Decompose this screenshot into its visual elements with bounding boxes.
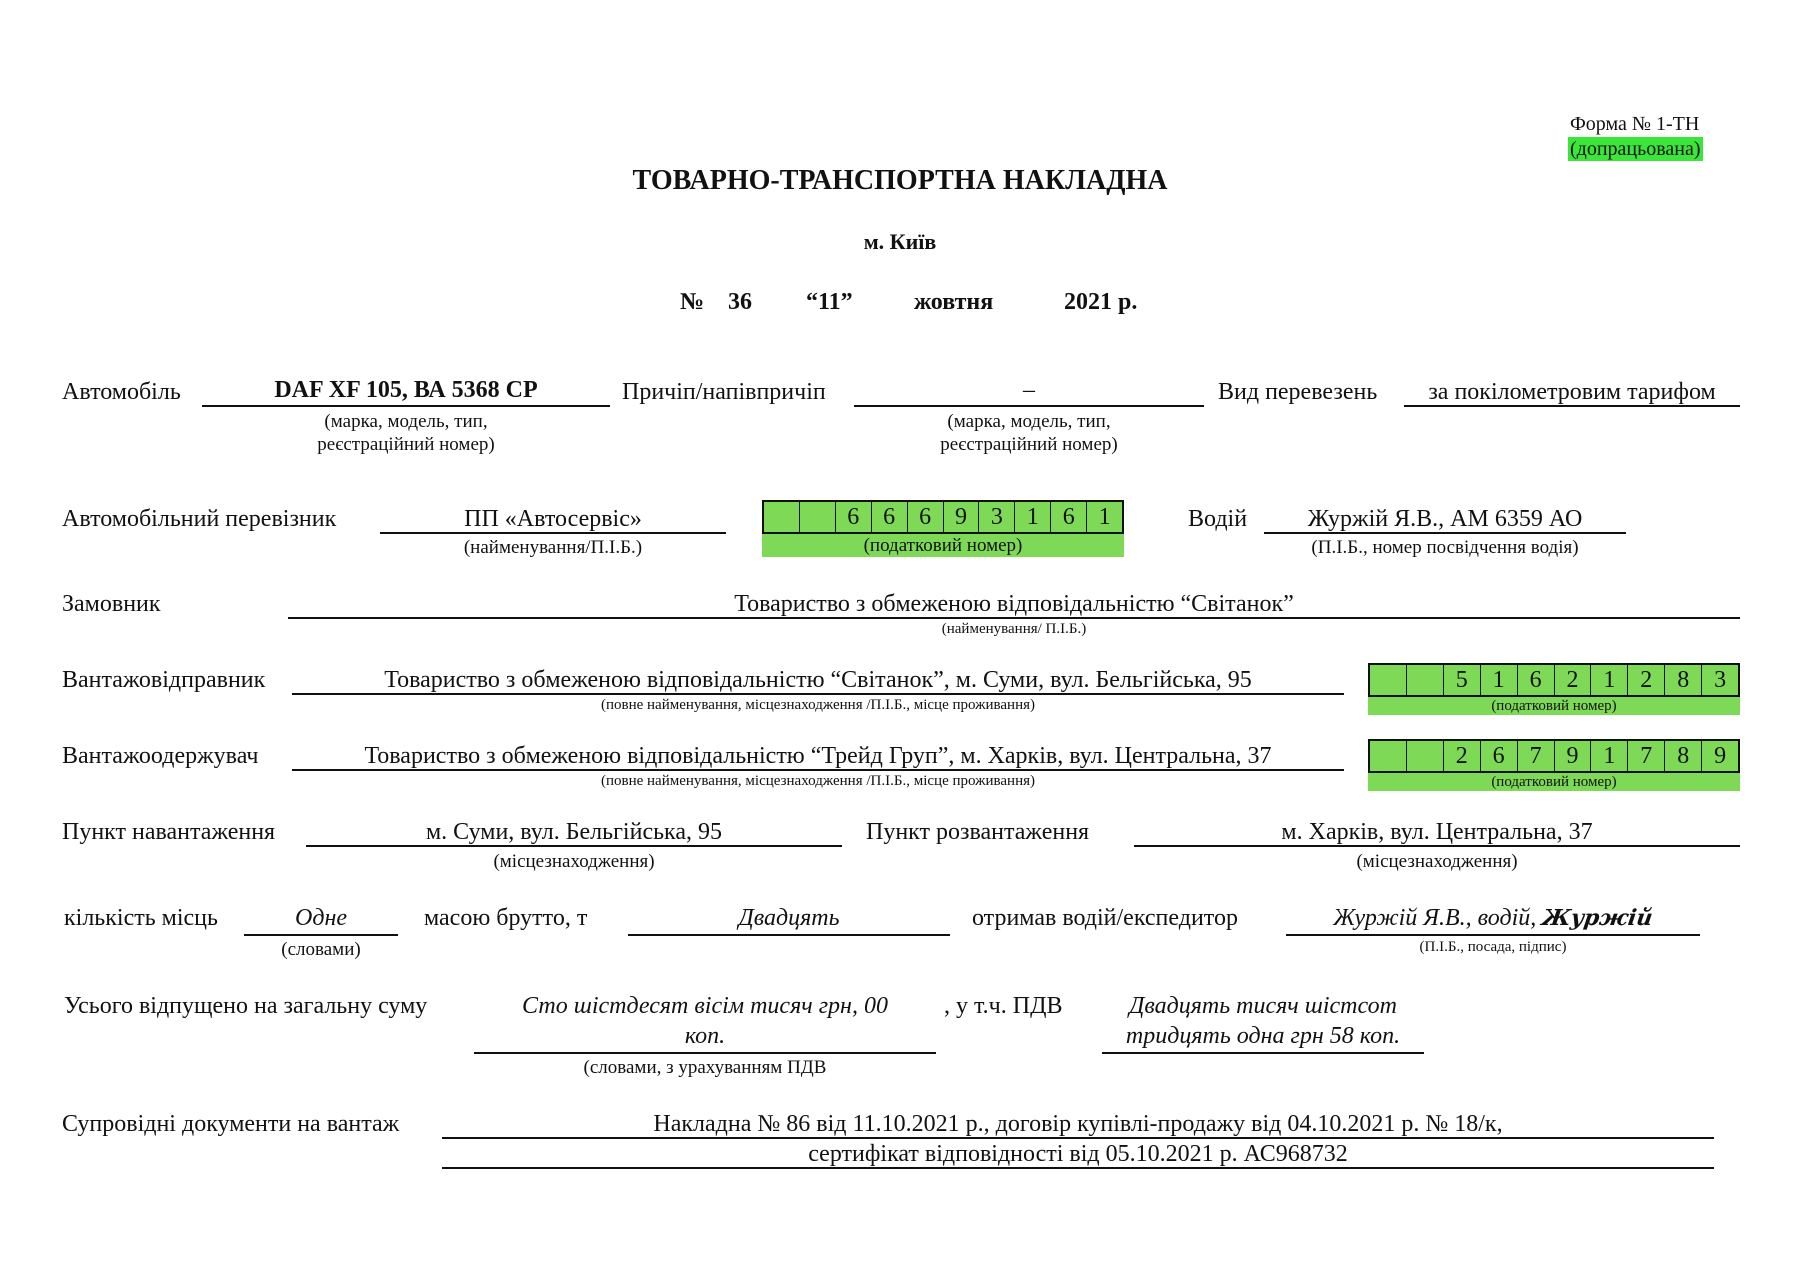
vehicle-underline (202, 405, 610, 407)
doc-number: 36 (728, 289, 752, 315)
documents-line-2: сертифікат відповідності від 05.10.2021 р. АС968732 (808, 1141, 1348, 1167)
customer-label: Замовник (62, 591, 161, 617)
carrier-tax-cells (762, 500, 1124, 534)
consignee-underline (292, 769, 1344, 771)
form-number: Форма № 1-ТН (1570, 113, 1700, 135)
carrier-caption: (найменування/П.І.Б.) (463, 537, 643, 558)
tax-digit (1406, 741, 1443, 771)
carrier-underline (380, 532, 726, 534)
city: м. Київ (863, 229, 937, 254)
tax-digit (1370, 741, 1406, 771)
carrier-tax-caption: (податковий номер) (762, 534, 1124, 557)
unloading-underline (1134, 845, 1740, 847)
shipper-tax-cells (1368, 663, 1740, 697)
documents-underline-1 (442, 1137, 1714, 1139)
tax-digit: 6 (907, 502, 943, 532)
unloading-label: Пункт розвантаження (866, 819, 1090, 845)
total-underline (474, 1052, 936, 1054)
tax-digit: 1 (1480, 665, 1517, 695)
consignee-caption: (повне найменування, місцезнаходження /П.І.Б., місце проживання) (600, 773, 1036, 789)
tax-digit: 1 (1590, 741, 1627, 771)
gross-label: масою брутто, т (424, 905, 588, 931)
tax-digit: 6 (1480, 741, 1517, 771)
tax-digit: 2 (1554, 665, 1591, 695)
tax-digit (799, 502, 835, 532)
vat-value-1: Двадцять тисяч шістсот (1129, 993, 1397, 1019)
tax-digit (764, 502, 799, 532)
documents-underline-2 (442, 1167, 1714, 1169)
tax-digit: 7 (1627, 741, 1664, 771)
carrier-label: Автомобільний перевізник (62, 506, 337, 532)
transport-type-value: за покілометровим тарифом (1428, 379, 1716, 405)
total-value-1: Сто шістдесят вісім тисяч грн, 00 (522, 993, 888, 1019)
driver-underline (1264, 532, 1626, 534)
shipper-underline (292, 693, 1344, 695)
transport-type-label: Вид перевезень (1218, 379, 1378, 405)
consignee-label: Вантажоодержувач (62, 743, 259, 769)
total-value-2: коп. (684, 1023, 726, 1049)
places-underline (244, 934, 398, 936)
doc-day: “11” (806, 289, 853, 315)
loading-caption: (місцезнаходження) (493, 851, 655, 872)
shipper-tax-caption: (податковий номер) (1368, 697, 1740, 715)
customer-value: Товариство з обмеженою відповідальністю “Світанок” (734, 591, 1294, 617)
shipper-label: Вантажовідправник (62, 667, 266, 693)
transport-type-underline (1404, 405, 1740, 407)
places-caption: (словами) (281, 939, 361, 960)
consignee-tax-cells (1368, 739, 1740, 773)
customer-caption: (найменування/ П.І.Б.) (941, 621, 1087, 637)
consignee-tax-caption: (податковий номер) (1368, 773, 1740, 791)
tax-digit: 7 (1517, 741, 1554, 771)
customer-underline (288, 617, 1740, 619)
driver-caption: (П.І.Б., номер посвідчення водія) (1311, 537, 1579, 558)
doc-month: жовтня (914, 289, 994, 315)
gross-underline (628, 934, 950, 936)
consignee-value: Товариство з обмеженою відповідальністю “Трейд Груп”, м. Харків, вул. Центральна, 37 (364, 743, 1272, 769)
driver-value: Журжій Я.В., АМ 6359 АО (1307, 506, 1583, 532)
doc-number-label: № (680, 289, 705, 315)
shipper-tax-number (1368, 663, 1740, 715)
received-label: отримав водій/експедитор (972, 905, 1238, 931)
tax-digit: 3 (978, 502, 1014, 532)
tax-digit: 6 (1050, 502, 1086, 532)
tax-digit: 9 (1701, 741, 1738, 771)
received-value: Журжій Я.В., водій, (1333, 905, 1537, 931)
tax-digit: 5 (1443, 665, 1480, 695)
loading-label: Пункт навантаження (62, 819, 276, 845)
carrier-value: ПП «Автосервіс» (464, 506, 642, 532)
received-caption: (П.І.Б., посада, підпис) (1419, 939, 1567, 955)
doc-year: 2021 р. (1064, 289, 1138, 315)
documents-label: Супровідні документи на вантаж (62, 1111, 400, 1137)
gross-value: Двадцять (738, 905, 840, 931)
unloading-value: м. Харків, вул. Центральна, 37 (1281, 819, 1593, 845)
tax-digit: 8 (1664, 665, 1701, 695)
received-underline (1286, 934, 1700, 936)
trailer-value: – (1023, 377, 1035, 403)
shipper-caption: (повне найменування, місцезнаходження /П.І.Б., місце проживання) (600, 697, 1036, 713)
tax-digit: 6 (1517, 665, 1554, 695)
received-field (1286, 904, 1700, 932)
places-label: кількість місць (64, 905, 218, 931)
tax-digit: 3 (1701, 665, 1738, 695)
trailer-underline (854, 405, 1204, 407)
tax-digit: 6 (871, 502, 907, 532)
vehicle-value: DAF XF 105, ВА 5368 СР (274, 377, 538, 403)
carrier-tax-number (762, 500, 1124, 557)
unloading-caption: (місцезнаходження) (1356, 851, 1518, 872)
vat-value-2: тридцять одна грн 58 коп. (1125, 1023, 1401, 1049)
shipper-value: Товариство з обмеженою відповідальністю “Світанок”, м. Суми, вул. Бельгійська, 95 (384, 667, 1252, 693)
trailer-caption-1: (марка, модель, тип, (947, 411, 1111, 432)
tax-digit: 1 (1014, 502, 1050, 532)
received-signature: Журжій (1540, 905, 1655, 931)
tax-digit (1406, 665, 1443, 695)
tax-digit: 9 (1554, 741, 1591, 771)
tax-digit: 2 (1627, 665, 1664, 695)
trailer-caption-2: реєстраційний номер) (940, 434, 1118, 455)
tax-digit: 2 (1443, 741, 1480, 771)
consignee-tax-number (1368, 739, 1740, 791)
loading-underline (306, 845, 842, 847)
trailer-label: Причіп/напівпричіп (622, 379, 826, 405)
tax-digit: 9 (943, 502, 979, 532)
tax-digit (1370, 665, 1406, 695)
driver-label: Водій (1188, 506, 1248, 532)
tax-digit: 1 (1590, 665, 1627, 695)
places-value: Одне (294, 905, 348, 931)
vehicle-label: Автомобіль (62, 379, 181, 405)
vat-underline (1102, 1052, 1424, 1054)
documents-line-1: Накладна № 86 від 11.10.2021 р., договір купівлі-продажу від 04.10.2021 р. № 18/к, (653, 1111, 1503, 1137)
tax-digit: 8 (1664, 741, 1701, 771)
total-caption: (словами, з урахуванням ПДВ (583, 1057, 827, 1078)
form-note: (допрацьована) (1570, 138, 1701, 160)
page-title: ТОВАРНО-ТРАНСПОРТНА НАКЛАДНА (632, 165, 1168, 196)
loading-value: м. Суми, вул. Бельгійська, 95 (425, 819, 722, 845)
vehicle-caption-2: реєстраційний номер) (317, 434, 495, 455)
tax-digit: 1 (1086, 502, 1122, 532)
tax-digit: 6 (835, 502, 871, 532)
vat-label: , у т.ч. ПДВ (944, 993, 1063, 1019)
total-label: Усього відпущено на загальну суму (64, 993, 428, 1019)
vehicle-caption-1: (марка, модель, тип, (324, 411, 488, 432)
